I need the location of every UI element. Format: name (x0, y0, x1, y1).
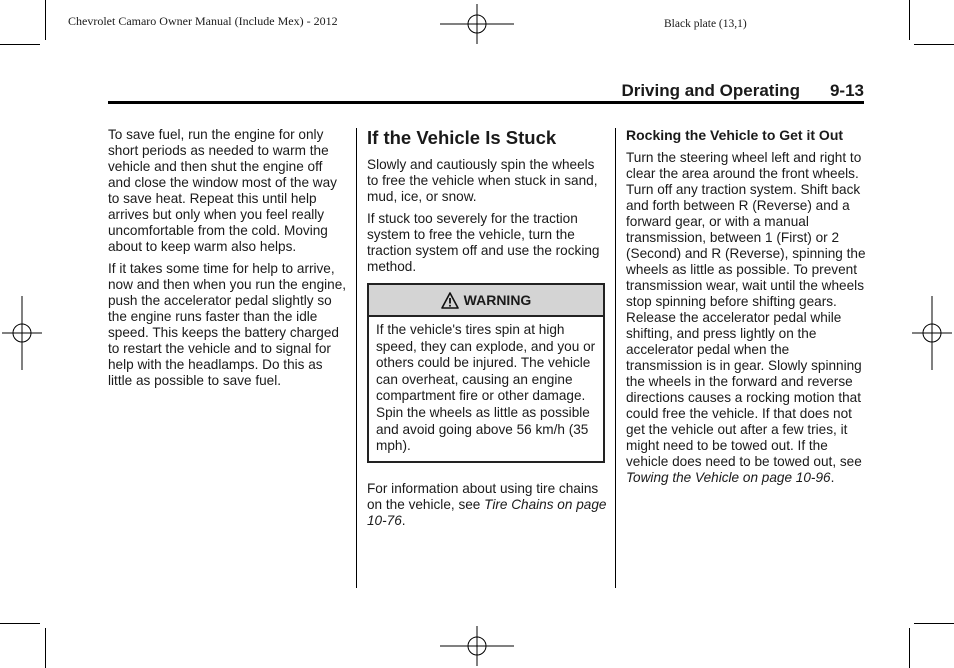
warning-label: WARNING (463, 292, 532, 308)
subsection-heading: Rocking the Vehicle to Get it Out (626, 127, 844, 143)
crop-mark (909, 0, 910, 40)
reference-text: For information about using tire chains on the vehicle, see (367, 480, 599, 512)
warning-box (367, 283, 605, 463)
column-2 (367, 127, 607, 535)
crop-mark (914, 623, 954, 624)
column-3 (626, 127, 866, 492)
page-number: 9-13 (829, 81, 864, 100)
crop-mark (0, 623, 40, 624)
registration-target-bottom (440, 626, 514, 666)
section-header (108, 81, 864, 103)
column-divider (615, 128, 616, 588)
reference-end: . (401, 512, 406, 528)
registration-target-left (2, 296, 42, 370)
warning-text: If the vehicle's tires spin at high speed, they can explode, and you or others could be injured. The vehicle can overheat, causing an engine compartment fire or other damage. Spin the wheels as little as possible and avoid going above 56 km/h (35 mph). (376, 322, 596, 454)
paragraph: Slowly and cautiously spin the wheels to free the vehicle when stuck in sand, mud, ice, or snow. (367, 157, 598, 204)
cross-reference-link[interactable]: Towing the Vehicle on page 10-96 (626, 470, 831, 485)
crop-mark (0, 44, 40, 45)
crop-mark (45, 628, 46, 668)
warning-header (369, 285, 603, 317)
column-1 (108, 127, 348, 395)
paragraph-text: Turn the steering wheel left and right to clear the area around the front wheels. Turn off any traction system. Shift back and forth between R (Reverse) and a forward gear, or with a manual transmission, between 1 (First) or 2 (Second) and R (Reverse), spinning the wheels as little as possible. To prevent transmission wear, wait until the wheels stop spinning before shifting gears. Release the accelerator pedal while shifting, and press lightly on the accelerator pedal when the transmission is in gear. Slowly spinning the wheels in the forward and reverse directions causes a rocking motion that could free the vehicle. If that does not get the vehicle out after a few tries, it might need to be towed out. If the vehicle does need to be towed out, see (626, 150, 866, 469)
paragraph: If stuck too severely for the traction system to free the vehicle, turn the traction system off and use the rocking method. (367, 211, 600, 274)
section-heading: If the Vehicle Is Stuck (367, 127, 557, 148)
crop-mark (45, 0, 46, 40)
paragraph: To save fuel, run the engine for only short periods as needed to warm the vehicle and then shut the engine off and close the window most of the way to save heat. Repeat this until help arrives but only when you feel really uncomfortable from the cold. Moving about to keep warm also helps. (108, 127, 337, 254)
reference-paragraph (367, 481, 607, 529)
plate-label: Black plate (13,1) (664, 18, 747, 30)
paragraph (626, 150, 866, 486)
paragraph: If it takes some time for help to arrive, now and then when you run the engine, push the accelerator pedal slightly so the engine runs faster than the idle speed. This keeps the battery charged to restart the vehicle and to signal for help with the headlamps. Do this as little as possible to save fuel. (108, 261, 347, 388)
reference-end: . (830, 470, 835, 485)
crop-mark (909, 628, 910, 668)
cross-reference-link[interactable]: Tire Chains on page 10-76 (367, 496, 607, 528)
registration-target-top (440, 4, 514, 44)
section-title: Driving and Operating (621, 81, 800, 100)
manual-title: Chevrolet Camaro Owner Manual (Include Mex) - 2012 (68, 14, 338, 28)
warning-icon (441, 292, 459, 309)
crop-mark (914, 44, 954, 45)
header-rule (108, 101, 864, 104)
column-divider (356, 128, 357, 588)
registration-target-right (912, 296, 952, 370)
